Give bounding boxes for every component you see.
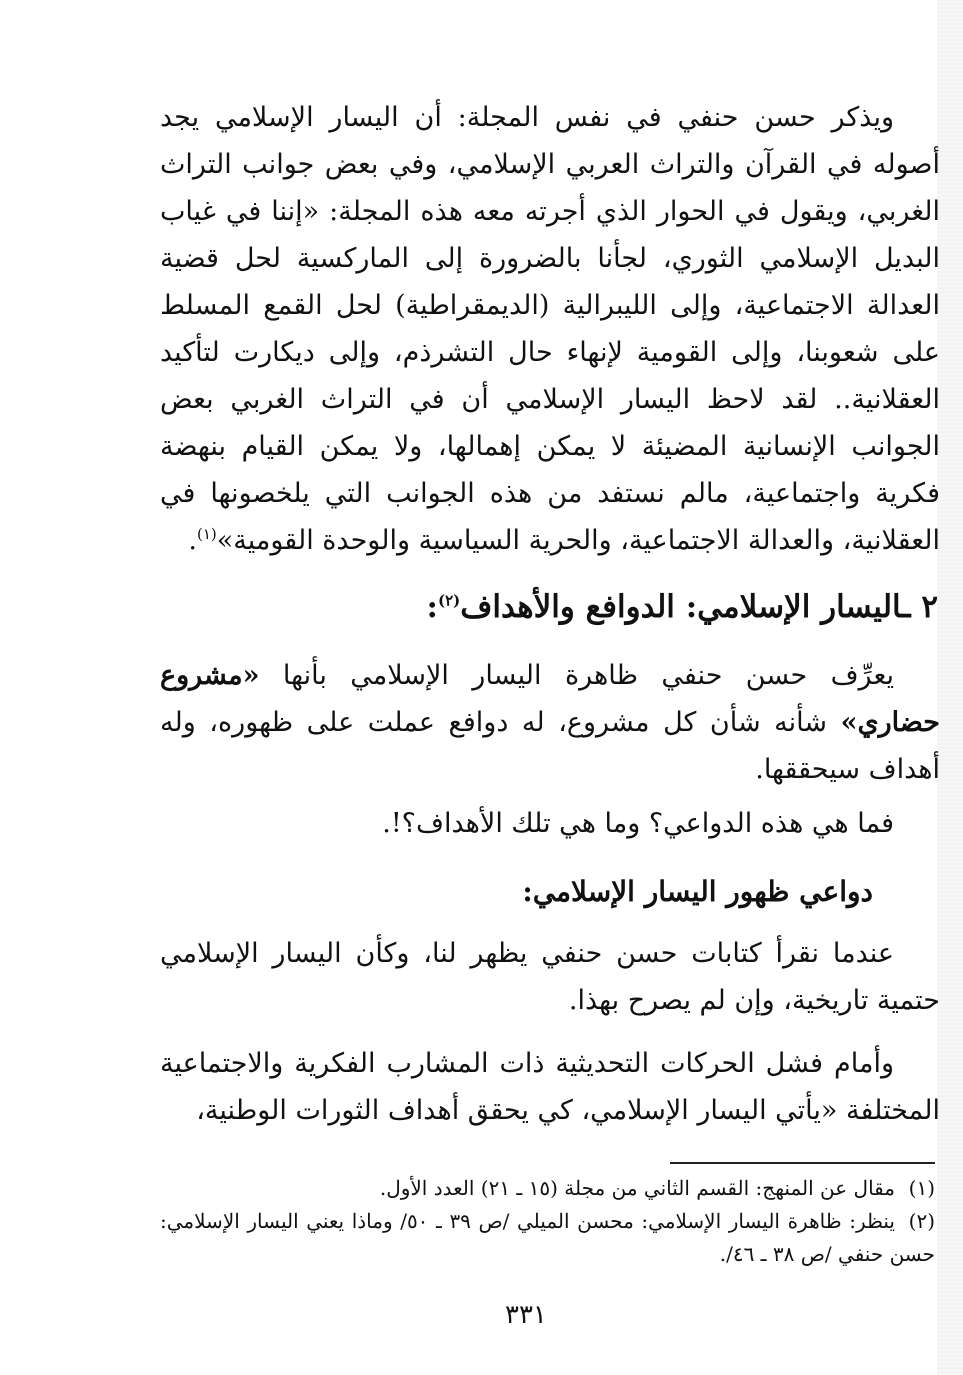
footnote-ref-1[interactable]: (١) [196, 525, 217, 543]
footnote-2-number: (٢) [908, 1209, 935, 1233]
footnote-1-text: مقال عن المنهج: القسم الثاني من مجلة (١٥ ـ ٢١) العدد الأول. [379, 1176, 895, 1200]
scan-edge-shadow [937, 0, 963, 1375]
footnotes [160, 1172, 935, 1271]
paragraph-2 [160, 652, 940, 793]
page-number: ٣٣١ [505, 1300, 547, 1330]
paragraph-2-bold-term: «مشروع حضاري» [160, 660, 940, 738]
footnote-2 [160, 1205, 935, 1271]
paragraph-1-text: ويذكر حسن حنفي في نفس المجلة: أن اليسار الإسلامي يجد أصوله في القرآن والتراث العربي الإسلامي، وفي بعض جوانب التراث الغربي، ويقول في الحوار الذي أجرته معه هذه المجلة: «إننا في غياب البديل الإسلامي الثوري، لجأنا بالضرورة إلى الماركسية لحل قضية العدالة الاجتماعية، وإلى الليبرالية (الديمقراطية) لحل القمع المسلط على شعوبنا، وإلى القومية لإنهاء حال التشرذم، وإلى ديكارت لتأكيد العقلانية.. لقد لاحظ اليسار الإسلامي أن في التراث الغربي بعض الجوانب الإنسانية المضيئة لا يمكن إهمالها، ولا يمكن القيام بنهضة فكرية واجتماعية، مالم نستفد من هذه الجوانب التي يلخصونها في العقلانية، والعدالة الاجتماعية، والحرية السياسية والوحدة القومية» [160, 102, 940, 556]
footnote-1-number: (١) [908, 1176, 935, 1200]
paragraph-1-end: . [188, 525, 197, 556]
paragraph-1 [160, 94, 940, 564]
paragraph-5-text: وأمام فشل الحركات التحديثية ذات المشارب الفكرية والاجتماعية المختلفة «يأتي اليسار الإسلامي، كي يحقق أهداف الثورات الوطنية، [160, 1048, 940, 1126]
paragraph-2-rest: شأنه شأن كل مشروع، له دوافع عملت على ظهوره، وله أهداف سيحققها. [160, 707, 940, 785]
paragraph-3 [160, 800, 940, 847]
footnote-1 [160, 1172, 935, 1205]
paragraph-4-text: عندما نقرأ كتابات حسن حنفي يظهر لنا، وكأن اليسار الإسلامي حتمية تاريخية، وإن لم يصرح بهذا. [160, 938, 940, 1016]
subheading: دواعي ظهور اليسار الإسلامي: [522, 875, 873, 908]
footnote-ref-2[interactable]: (٢) [437, 591, 461, 610]
footnote-2-text: ينظر: ظاهرة اليسار الإسلامي: محسن الميلي /ص ٣٩ ـ ٥٠/ وماذا يعني اليسار الإسلامي: حسن حنفي /ص ٣٨ ـ ٤٦/. [160, 1209, 935, 1266]
paragraph-4 [160, 930, 940, 1024]
section-number: ٢ ـ [901, 589, 938, 625]
section-heading [158, 585, 938, 629]
paragraph-2-lead: يعرِّف حسن حنفي ظاهرة اليسار الإسلامي بأنها [282, 660, 894, 691]
paragraph-5 [160, 1040, 940, 1134]
footnote-divider [670, 1162, 935, 1164]
section-heading-end: : [426, 589, 438, 625]
section-title: اليسار الإسلامي: الدوافع والأهداف [460, 589, 902, 625]
paragraph-3-text: فما هي هذه الدواعي؟ وما هي تلك الأهداف؟!. [382, 808, 894, 839]
